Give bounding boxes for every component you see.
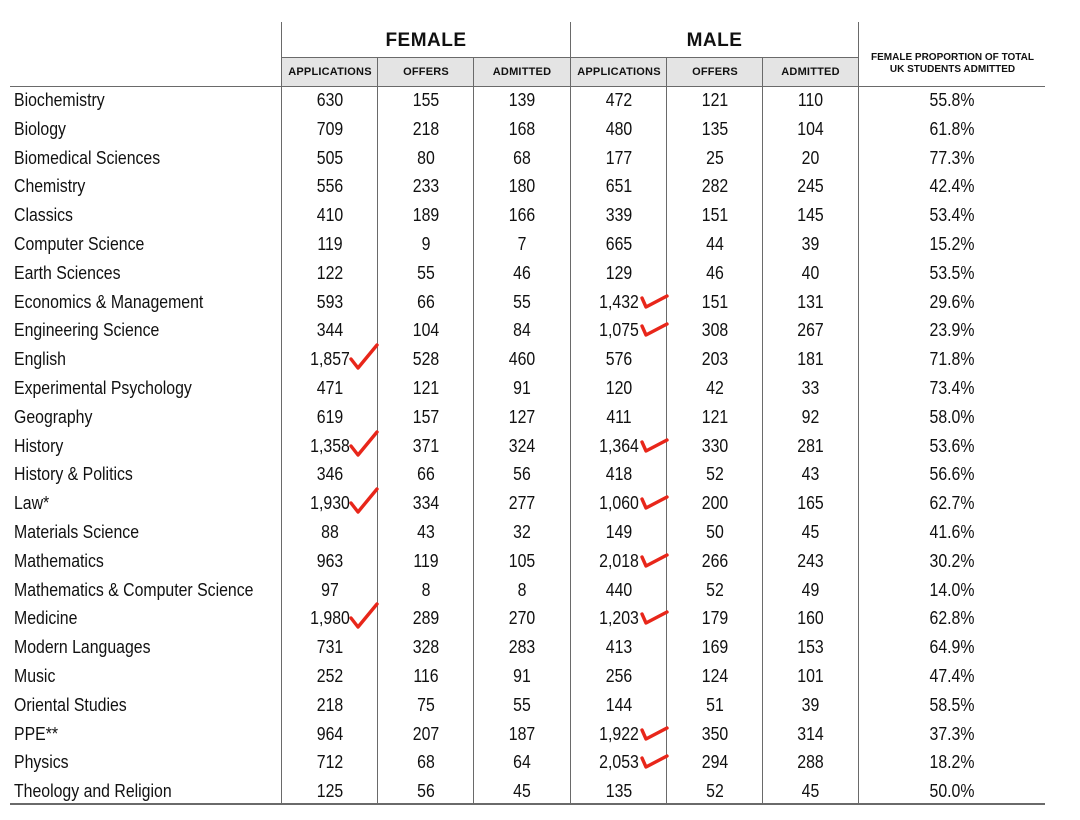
female-applications-cell: 964 — [316, 723, 344, 744]
male-applications-cell: 149 — [605, 522, 633, 542]
female-offers-cell: 155 — [412, 90, 440, 110]
check-mark-icon — [637, 485, 673, 515]
male-offers-cell: 124 — [701, 666, 729, 686]
male-offers-cell: 50 — [706, 522, 724, 542]
female-admitted-header: ADMITTED — [492, 66, 552, 78]
header-top-rule — [282, 57, 858, 58]
male-admitted-cell: 92 — [801, 406, 820, 427]
female-proportion-cell: 37.3% — [929, 723, 975, 744]
check-mark-icon — [637, 428, 673, 458]
table-row — [0, 115, 1045, 144]
female-applications-cell: 410 — [316, 205, 344, 226]
male-offers-cell: 330 — [701, 435, 729, 456]
male-offers-cell: 179 — [701, 608, 729, 629]
female-applications-cell: 1,930 — [310, 493, 350, 514]
female-admitted-cell: 187 — [508, 723, 536, 744]
male-admitted-cell: 165 — [797, 493, 824, 514]
check-mark-icon — [347, 341, 383, 371]
female-applications-cell: 122 — [316, 262, 344, 283]
female-proportion-cell: 58.5% — [929, 694, 975, 715]
table-row — [0, 662, 1045, 691]
female-applications-cell: 1,857 — [310, 349, 350, 370]
male-offers-cell: 203 — [701, 349, 729, 370]
male-admitted-cell: 145 — [797, 205, 824, 226]
female-applications-cell: 471 — [316, 378, 344, 398]
male-admitted-cell: 281 — [797, 435, 824, 456]
male-offers-cell: 266 — [701, 550, 729, 571]
female-offers-cell: 56 — [417, 781, 435, 802]
male-applications-cell: 129 — [605, 262, 633, 283]
table-row — [0, 748, 1045, 777]
female-offers-cell: 55 — [417, 262, 435, 283]
female-offers-cell: 218 — [412, 118, 440, 139]
male-offers-cell: 169 — [701, 637, 729, 658]
female-applications-cell: 346 — [316, 464, 344, 485]
female-admitted-cell: 180 — [508, 176, 536, 197]
female-applications-cell: 505 — [316, 147, 344, 168]
table-row — [0, 489, 1045, 518]
male-offers-cell: 51 — [706, 694, 724, 715]
subject-cell: Mathematics & Computer Science — [14, 579, 254, 600]
female-proportion-cell: 30.2% — [929, 550, 975, 571]
male-admitted-cell: 267 — [797, 320, 824, 341]
male-applications-cell: 1,203 — [599, 608, 639, 629]
female-proportion-cell: 23.9% — [929, 320, 975, 341]
female-proportion-cell: 18.2% — [929, 752, 975, 773]
male-offers-cell: 52 — [706, 464, 724, 485]
male-applications-cell: 440 — [605, 579, 633, 600]
male-offers-cell: 135 — [701, 118, 729, 139]
female-offers-cell: 68 — [417, 752, 435, 773]
male-offers-cell: 151 — [701, 291, 729, 312]
male-applications-cell: 651 — [605, 176, 633, 197]
check-mark-icon — [637, 284, 673, 314]
female-admitted-cell: 91 — [513, 666, 531, 686]
male-offers-cell: 350 — [701, 723, 729, 744]
subject-cell: Chemistry — [14, 176, 86, 197]
male-applications-cell: 120 — [605, 378, 633, 398]
subject-cell: Music — [14, 666, 56, 686]
subject-cell: Materials Science — [14, 522, 140, 542]
female-applications-cell: 556 — [316, 176, 344, 197]
female-admitted-cell: 283 — [508, 637, 536, 658]
subject-cell: English — [14, 349, 66, 370]
male-admitted-cell: 160 — [797, 608, 824, 629]
table-row — [0, 316, 1045, 345]
male-offers-cell: 308 — [701, 320, 729, 341]
male-admitted-cell: 39 — [801, 694, 820, 715]
female-offers-cell: 328 — [412, 637, 440, 658]
female-admitted-cell: 56 — [513, 464, 531, 485]
table-row — [0, 691, 1045, 720]
male-offers-cell: 52 — [706, 579, 724, 600]
table-row — [0, 633, 1045, 662]
male-applications-cell: 177 — [605, 147, 633, 168]
female-proportion-cell: 42.4% — [929, 176, 975, 197]
female-admitted-cell: 139 — [508, 90, 536, 110]
male-applications-cell: 413 — [605, 637, 633, 658]
male-applications-cell: 1,922 — [599, 723, 639, 744]
female-admitted-cell: 32 — [513, 522, 531, 542]
male-admitted-cell: 110 — [797, 90, 824, 110]
female-proportion-header — [860, 52, 1045, 76]
female-admitted-cell: 105 — [508, 550, 536, 571]
table-row — [0, 144, 1045, 173]
male-applications-cell: 418 — [605, 464, 633, 485]
male-admitted-cell: 245 — [797, 176, 824, 197]
female-proportion-cell: 58.0% — [929, 406, 975, 427]
male-admitted-cell: 243 — [797, 550, 824, 571]
male-offers-header: OFFERS — [692, 66, 738, 78]
male-admitted-cell: 40 — [801, 262, 820, 283]
subject-cell: Computer Science — [14, 234, 145, 254]
male-admitted-cell: 39 — [801, 234, 820, 254]
female-admitted-cell: 270 — [508, 608, 536, 629]
female-proportion-cell: 14.0% — [929, 579, 975, 600]
subject-cell: PPE** — [14, 723, 59, 744]
male-applications-cell: 135 — [605, 781, 633, 802]
female-offers-cell: 66 — [417, 464, 435, 485]
male-applications-header: APPLICATIONS — [577, 66, 661, 78]
female-applications-cell: 97 — [321, 579, 339, 600]
female-offers-cell: 289 — [412, 608, 440, 629]
female-applications-cell: 712 — [316, 752, 344, 773]
male-applications-cell: 480 — [605, 118, 633, 139]
male-admitted-cell: 131 — [797, 291, 824, 312]
female-applications-header: APPLICATIONS — [288, 66, 372, 78]
male-applications-cell: 576 — [605, 349, 633, 370]
female-offers-cell: 371 — [412, 435, 440, 456]
male-admitted-header: ADMITTED — [781, 66, 840, 78]
female-proportion-header-line2: UK STUDENTS ADMITTED — [889, 64, 1016, 75]
male-admitted-cell: 101 — [797, 666, 824, 686]
female-applications-cell: 630 — [316, 90, 344, 110]
female-admitted-cell: 168 — [508, 118, 536, 139]
female-proportion-cell: 56.6% — [929, 464, 975, 485]
female-applications-cell: 709 — [316, 118, 344, 139]
male-applications-cell: 339 — [605, 205, 633, 226]
male-admitted-cell: 153 — [797, 637, 824, 658]
female-offers-cell: 66 — [417, 291, 435, 312]
table-row — [0, 403, 1045, 432]
female-applications-cell: 963 — [316, 550, 344, 571]
subject-cell: Economics & Management — [14, 291, 204, 312]
male-offers-cell: 52 — [706, 781, 724, 802]
male-applications-cell: 472 — [605, 90, 633, 110]
female-offers-cell: 75 — [417, 694, 435, 715]
male-offers-cell: 121 — [701, 406, 729, 427]
subject-cell: Oriental Studies — [14, 694, 127, 715]
male-offers-cell: 200 — [701, 493, 729, 514]
female-proportion-cell: 64.9% — [929, 637, 975, 658]
male-admitted-cell: 45 — [801, 522, 820, 542]
subject-cell: Theology and Religion — [14, 781, 172, 802]
male-offers-cell: 46 — [706, 262, 724, 283]
female-proportion-cell: 55.8% — [929, 90, 975, 110]
female-proportion-cell: 71.8% — [929, 349, 975, 370]
subject-cell: Law* — [14, 493, 50, 514]
table-row — [0, 576, 1045, 605]
female-applications-cell: 88 — [321, 522, 339, 542]
female-offers-cell: 119 — [413, 550, 439, 571]
female-proportion-cell: 73.4% — [929, 378, 975, 398]
check-mark-icon — [347, 600, 383, 630]
male-applications-cell: 665 — [605, 234, 633, 254]
male-applications-cell: 411 — [606, 406, 632, 427]
table-row — [0, 720, 1045, 749]
female-proportion-cell: 53.5% — [929, 262, 975, 283]
male-applications-cell: 1,432 — [599, 291, 639, 312]
male-admitted-cell: 49 — [801, 579, 820, 600]
check-mark-icon — [637, 600, 673, 630]
table-row — [0, 460, 1045, 489]
check-mark-icon — [637, 744, 673, 774]
male-offers-cell: 294 — [701, 752, 729, 773]
table-row — [0, 374, 1045, 403]
check-mark-icon — [347, 428, 383, 458]
subject-cell: History — [14, 435, 64, 456]
male-offers-cell: 282 — [701, 176, 729, 197]
female-offers-cell: 9 — [421, 234, 431, 254]
female-proportion-cell: 41.6% — [929, 522, 975, 542]
female-applications-cell: 731 — [316, 637, 344, 658]
table-row — [0, 288, 1045, 317]
male-offers-cell: 121 — [701, 90, 729, 110]
table-row — [0, 604, 1045, 633]
male-admitted-cell: 43 — [801, 464, 820, 485]
table-row — [0, 172, 1045, 201]
female-admitted-cell: 64 — [513, 752, 531, 773]
check-mark-icon — [637, 543, 673, 573]
check-mark-icon — [637, 716, 673, 746]
female-offers-cell: 121 — [412, 378, 440, 398]
female-applications-cell: 593 — [316, 291, 344, 312]
female-applications-cell: 1,980 — [310, 608, 350, 629]
female-admitted-cell: 91 — [513, 378, 531, 398]
female-proportion-cell: 53.6% — [929, 435, 975, 456]
female-admitted-cell: 7 — [517, 234, 527, 254]
female-admitted-cell: 277 — [508, 493, 536, 514]
table-row — [0, 547, 1045, 576]
male-offers-cell: 151 — [701, 205, 729, 226]
table-row — [0, 86, 1045, 115]
female-admitted-cell: 460 — [508, 349, 536, 370]
subject-cell: History & Politics — [14, 464, 133, 485]
male-applications-cell: 2,018 — [599, 550, 639, 571]
female-offers-cell: 104 — [412, 320, 440, 341]
female-admitted-cell: 8 — [517, 579, 527, 600]
female-applications-cell: 252 — [316, 666, 344, 686]
male-offers-cell: 44 — [706, 234, 724, 254]
female-proportion-cell: 61.8% — [929, 118, 975, 139]
female-proportion-cell: 29.6% — [929, 291, 975, 312]
subject-cell: Physics — [14, 752, 69, 773]
subject-cell: Medicine — [14, 608, 78, 629]
subject-cell: Biology — [14, 118, 66, 139]
female-proportion-header-line1: FEMALE PROPORTION OF TOTAL — [871, 52, 1034, 63]
female-offers-cell: 528 — [412, 349, 440, 370]
male-admitted-cell: 314 — [797, 723, 824, 744]
subject-cell: Biochemistry — [14, 90, 105, 110]
female-proportion-cell: 47.4% — [929, 666, 975, 686]
subject-cell: Mathematics — [14, 550, 104, 571]
female-admitted-cell: 84 — [513, 320, 531, 341]
female-admitted-cell: 127 — [508, 406, 536, 427]
male-applications-cell: 144 — [605, 694, 633, 715]
female-applications-cell: 619 — [316, 406, 344, 427]
subject-cell: Modern Languages — [14, 637, 151, 658]
female-admitted-cell: 55 — [513, 694, 531, 715]
female-offers-cell: 43 — [417, 522, 435, 542]
table-row — [0, 518, 1045, 547]
female-proportion-cell: 53.4% — [929, 205, 975, 226]
female-applications-cell: 218 — [316, 694, 344, 715]
table-row — [0, 432, 1045, 461]
female-proportion-cell: 15.2% — [929, 234, 975, 254]
table-row — [0, 201, 1045, 230]
subject-cell: Experimental Psychology — [14, 378, 192, 398]
male-applications-cell: 1,075 — [599, 320, 639, 341]
subject-cell: Classics — [14, 205, 73, 226]
male-offers-cell: 42 — [706, 378, 724, 398]
female-offers-cell: 189 — [412, 205, 440, 226]
female-admitted-cell: 68 — [513, 147, 531, 168]
female-offers-cell: 80 — [417, 147, 435, 168]
table-row — [0, 777, 1045, 806]
check-mark-icon — [347, 485, 383, 515]
subject-cell: Earth Sciences — [14, 262, 121, 283]
male-admitted-cell: 288 — [797, 752, 824, 773]
female-proportion-cell: 62.7% — [929, 493, 975, 514]
female-applications-cell: 125 — [316, 781, 344, 802]
female-admitted-cell: 45 — [513, 781, 531, 802]
check-mark-icon — [637, 312, 673, 342]
female-admitted-cell: 166 — [508, 205, 536, 226]
male-offers-cell: 25 — [706, 147, 724, 168]
female-admitted-cell: 55 — [513, 291, 531, 312]
female-offers-cell: 233 — [412, 176, 440, 197]
subject-cell: Geography — [14, 406, 93, 427]
male-applications-cell: 1,060 — [599, 493, 639, 514]
male-admitted-cell: 20 — [801, 147, 820, 168]
female-group-title: FEMALE — [385, 30, 467, 51]
male-applications-cell: 1,364 — [599, 435, 639, 456]
female-proportion-cell: 62.8% — [929, 608, 975, 629]
male-applications-cell: 2,053 — [599, 752, 639, 773]
female-offers-header: OFFERS — [403, 66, 449, 78]
female-offers-cell: 8 — [421, 579, 431, 600]
table-row — [0, 230, 1045, 259]
female-applications-cell: 1,358 — [310, 435, 350, 456]
subject-cell: Engineering Science — [14, 320, 160, 341]
female-admitted-cell: 324 — [508, 435, 536, 456]
female-offers-cell: 207 — [412, 723, 440, 744]
male-admitted-cell: 104 — [797, 118, 824, 139]
table-row — [0, 259, 1045, 288]
female-applications-cell: 344 — [316, 320, 344, 341]
male-admitted-cell: 181 — [797, 349, 824, 370]
female-applications-cell: 119 — [317, 234, 343, 254]
male-applications-cell: 256 — [605, 666, 633, 686]
subject-cell: Biomedical Sciences — [14, 147, 161, 168]
female-offers-cell: 157 — [412, 406, 440, 427]
table-row — [0, 345, 1045, 374]
female-proportion-cell: 50.0% — [929, 781, 975, 802]
female-offers-cell: 116 — [413, 666, 439, 686]
male-group-title: MALE — [686, 30, 743, 51]
male-admitted-cell: 33 — [801, 378, 820, 398]
female-offers-cell: 334 — [412, 493, 440, 514]
male-admitted-cell: 45 — [801, 781, 820, 802]
female-proportion-cell: 77.3% — [929, 147, 975, 168]
female-admitted-cell: 46 — [513, 262, 531, 283]
